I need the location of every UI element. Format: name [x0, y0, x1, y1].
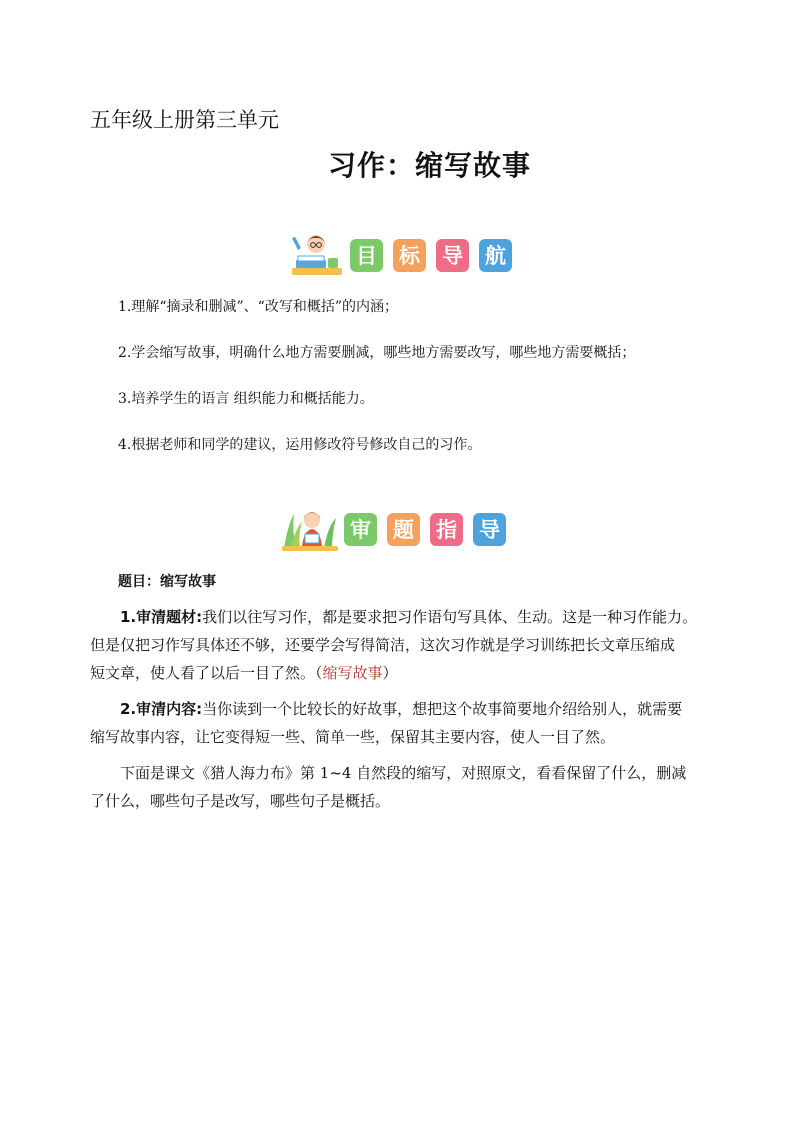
subject-text-3: 短文章，使人看了以后一目了然。	[90, 664, 316, 682]
goals-tile-2: 标	[393, 239, 426, 272]
goals-tile-4: 航	[479, 239, 512, 272]
goals-tile-1: 目	[350, 239, 383, 272]
goal-item: 2.学会缩写故事，明确什么地方需要删减，哪些地方需要改写，哪些地方需要概括；	[118, 345, 636, 361]
girl-reading-icon	[280, 504, 340, 554]
hint-text: 缩写故事	[322, 664, 383, 682]
example-text-1: 下面是课文《猎人海力布》第 1~4 自然段的缩写，对照原文，看看保留了什么，删减	[120, 764, 687, 782]
content-label: 2.审清内容:	[120, 700, 203, 718]
goal-item: 3.培养学生的语言 组织能力和概括能力。	[118, 391, 374, 407]
subject-text-2: 但是仅把习作写具体还不够，还要学会写得简洁，这次习作就是学习训练把长文章压缩成	[90, 636, 676, 654]
guide-tile-2: 题	[387, 513, 420, 546]
goals-banner	[286, 230, 522, 280]
goals-list	[118, 297, 738, 481]
hint-open: （	[315, 664, 323, 682]
guide-tile-1: 审	[344, 513, 377, 546]
hint-close: ）	[382, 664, 398, 682]
goals-tile-3: 导	[436, 239, 469, 272]
student-studying-icon	[286, 230, 346, 280]
subject-label: 1.审清题材:	[120, 608, 203, 626]
paragraph-example	[90, 759, 736, 815]
content-text-2: 缩写故事内容，让它变得短一些、简单一些，保留其主要内容，使人一目了然。	[90, 728, 616, 746]
topic-heading: 题目：缩写故事	[118, 574, 216, 590]
grade-unit-label: 五年级上册第三单元	[90, 108, 279, 132]
paragraph-subject	[90, 603, 736, 687]
guide-banner	[280, 504, 516, 554]
page-title: 习作：缩写故事	[328, 149, 532, 182]
content-text-1: 当你读到一个比较长的好故事，想把这个故事简要地介绍给别人，就需要	[202, 700, 683, 718]
guide-tile-3: 指	[430, 513, 463, 546]
goal-item: 4.根据老师和同学的建议，运用修改符号修改自己的习作。	[118, 437, 482, 453]
guide-tile-4: 导	[473, 513, 506, 546]
guide-body	[90, 603, 736, 823]
paragraph-content	[90, 695, 736, 751]
goal-item: 1.理解“摘录和删减”、“改写和概括”的内涵；	[118, 299, 398, 315]
subject-text-1: 我们以往写习作，都是要求把习作语句写具体、生动。这是一种习作能力。	[202, 608, 698, 626]
example-text-2: 了什么，哪些句子是改写，哪些句子是概括。	[90, 792, 391, 810]
